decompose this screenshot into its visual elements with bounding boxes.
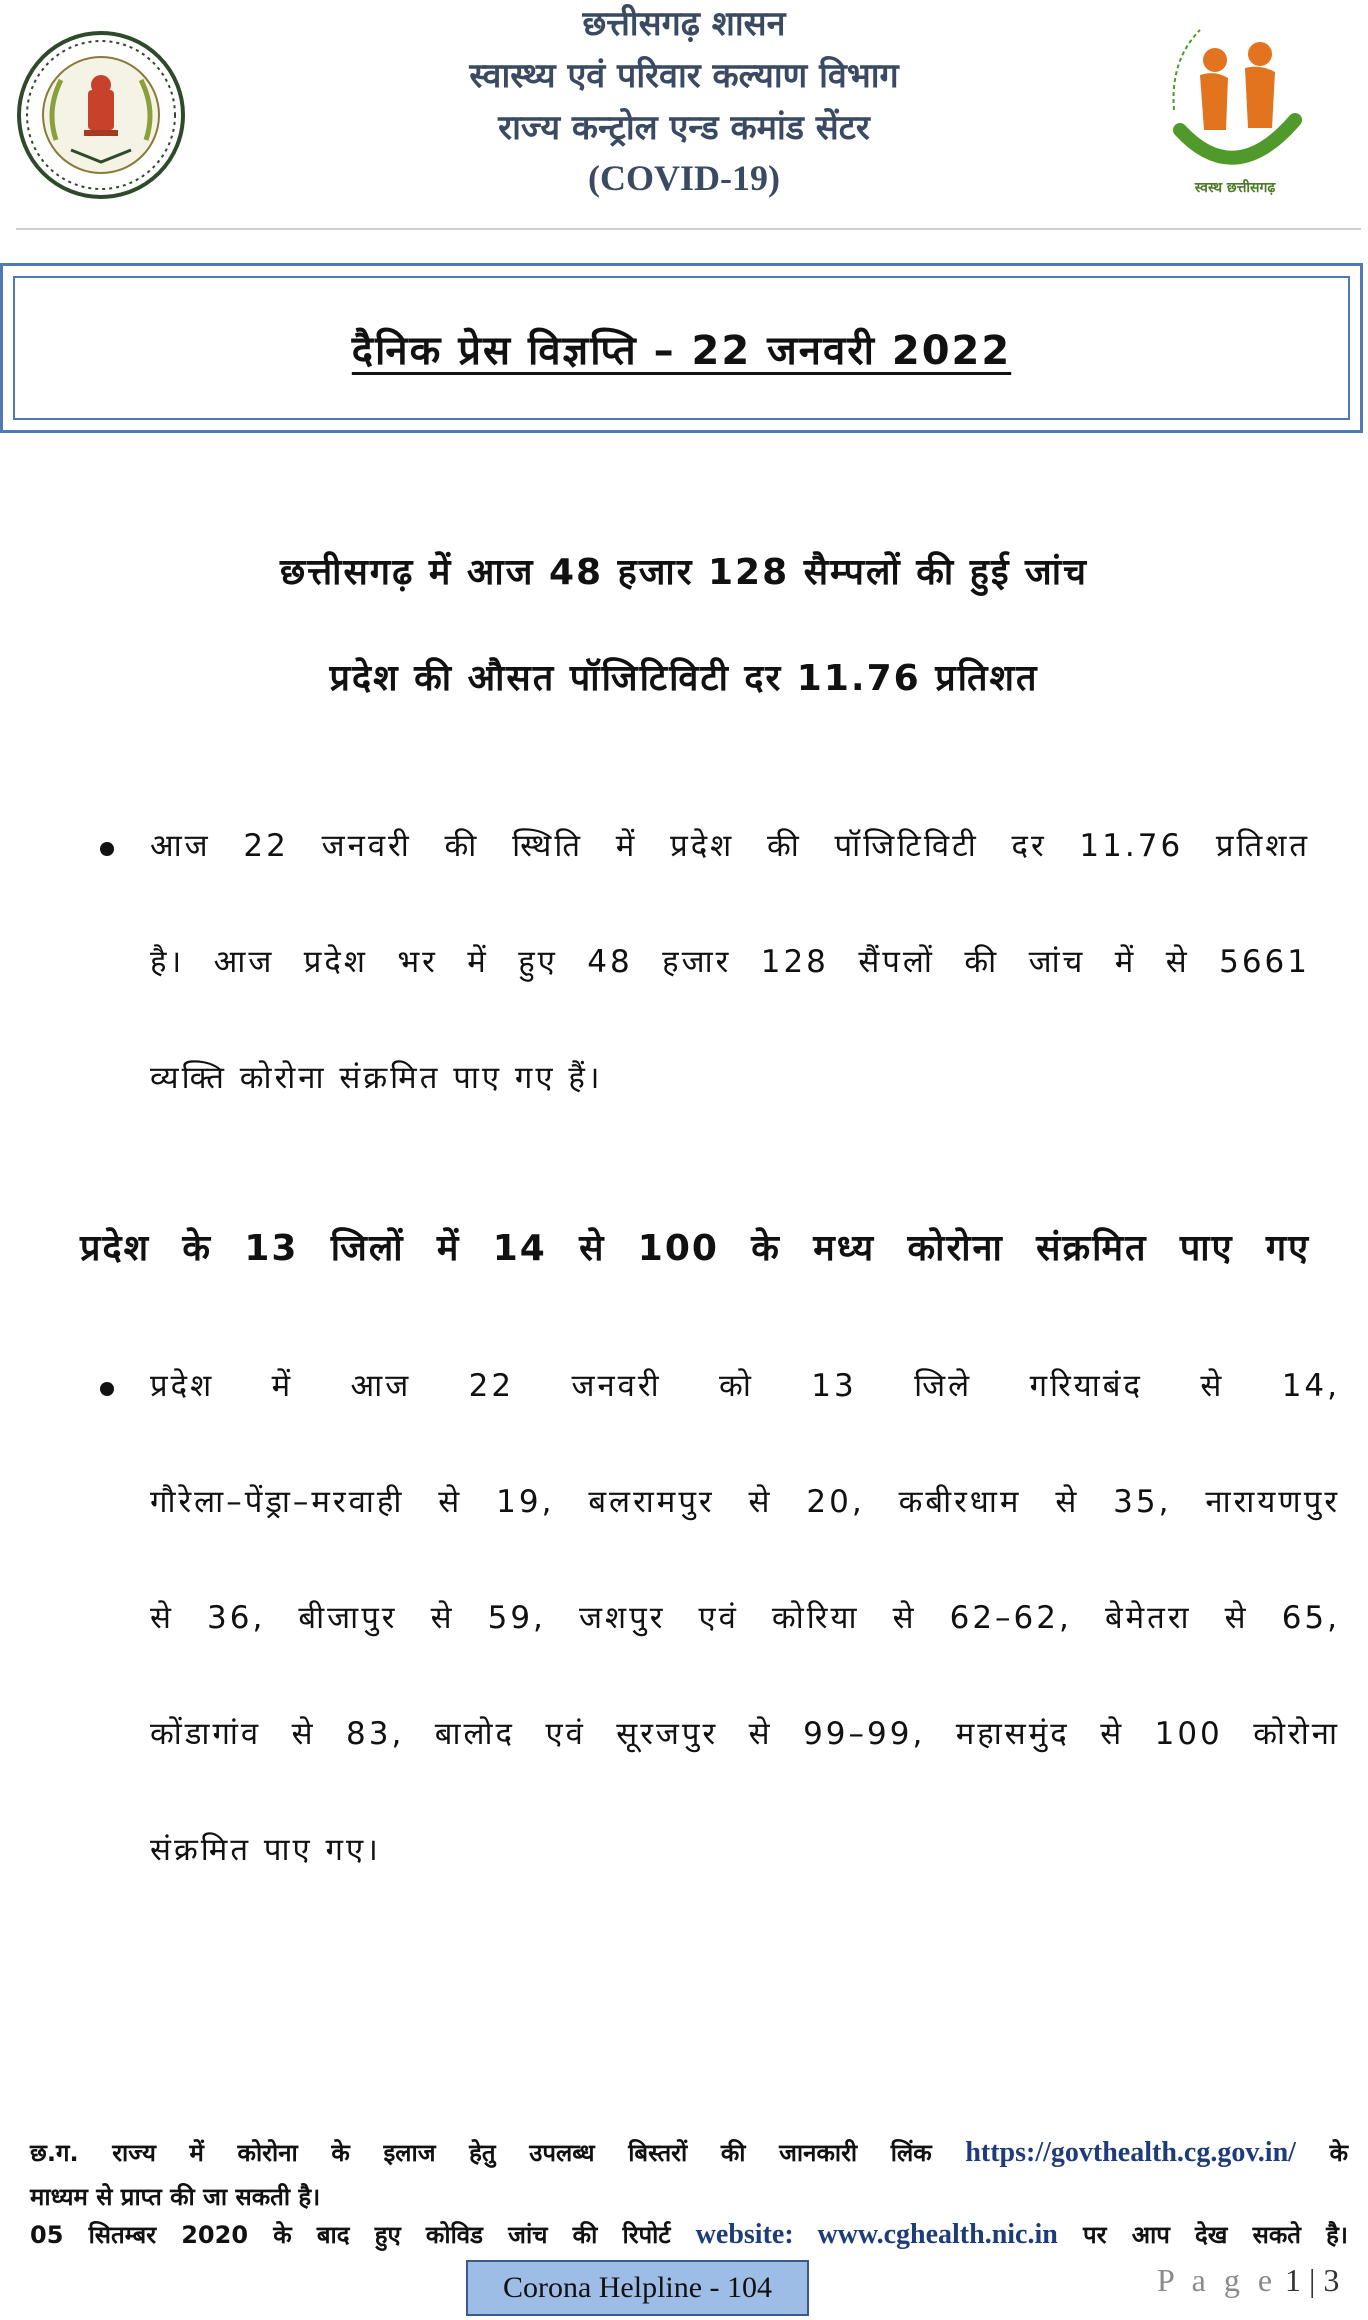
title-box <box>0 263 1363 433</box>
headline-positivity: प्रदेश की औसत पॉजिटिविटी दर 11.76 प्रतिशत <box>329 658 1039 699</box>
header-line-command-center: राज्य कन्ट्रोल एन्ड कमांड सेंटर <box>498 108 870 148</box>
footer-line-source: माध्यम से प्राप्त की जा सकती है। <box>30 2183 321 2211</box>
bullet1-line-3: व्यक्ति कोरोना संक्रमित पाए गए हैं। <box>150 1060 603 1096</box>
bullet-point-2 <box>100 1382 114 1396</box>
header-line-govt: छत्तीसगढ़ शासन <box>582 4 786 44</box>
header-line-department: स्वास्थ्य एवं परिवार कल्याण विभाग <box>469 56 899 96</box>
swasth-chhattisgarh-logo <box>1160 20 1310 200</box>
press-release-title: दैनिक प्रेस विज्ञप्ति – 22 जनवरी 2022 <box>351 327 1012 374</box>
bullet2-line-1: प्रदेश में आज 22 जनवरी को 13 जिले गरियाबंद से 14, <box>150 1368 1340 1404</box>
headline-samples: छत्तीसगढ़ में आज 48 हजार 128 सैम्पलों की हुई जांच <box>280 552 1088 593</box>
footer-beds-end: के <box>1329 2139 1348 2167</box>
bullet2-line-2: गौरेला–पेंड्रा–मरवाही से 19, बलरामपुर से 20, कबीरधाम से 35, नारायणपुर <box>150 1484 1340 1520</box>
bullet2-line-3: से 36, बीजापुर से 59, जशपुर एवं कोरिया से 62–62, बेमेतरा से 65, <box>150 1600 1340 1636</box>
footer-report-end: पर आप देख सकते है। <box>1083 2221 1348 2249</box>
govthealth-link[interactable]: https://govthealth.cg.gov.in/ <box>965 2137 1296 2168</box>
header-divider <box>16 228 1361 230</box>
cghealth-website-link[interactable]: website: www.cghealth.nic.in <box>695 2219 1058 2250</box>
bullet2-line-4: कोंडागांव से 83, बालोद एवं सूरजपुर से 99–99, महासमुंद से 100 कोरोना <box>150 1716 1340 1752</box>
bullet2-line-5: संक्रमित पाए गए। <box>150 1832 381 1868</box>
title-box-inner <box>13 276 1350 420</box>
page-label: P a g e <box>1157 2262 1278 2298</box>
page-count: 1 | 3 <box>1285 2262 1340 2298</box>
page-number <box>1157 2262 1339 2299</box>
corona-helpline-box: Corona Helpline - 104 <box>466 2260 809 2316</box>
district-subheading: प्रदेश के 13 जिलों में 14 से 100 के मध्य कोरोना संक्रमित पाए गए <box>80 1228 1310 1269</box>
bullet-point-1 <box>100 842 114 856</box>
footer-report-text: 05 सितम्बर 2020 के बाद हुए कोविड जांच की रिपोर्ट <box>30 2221 671 2249</box>
bullet1-line-2: है। आज प्रदेश भर में हुए 48 हजार 128 सैंपलों की जांच में से 5661 <box>150 944 1310 980</box>
swasth-logo-caption: स्वस्थ छत्तीसगढ़ <box>1194 180 1276 196</box>
footer-beds-text: छ.ग. राज्य में कोरोना के इलाज हेतु उपलब्ध बिस्तरों की जानकारी लिंक <box>30 2139 932 2167</box>
bullet1-line-1: आज 22 जनवरी की स्थिति में प्रदेश की पॉजिटिविटी दर 11.76 प्रतिशत <box>150 828 1310 864</box>
header-line-covid: (COVID-19) <box>588 158 780 198</box>
footer-line-beds <box>30 2136 1348 2169</box>
footer-line-report <box>30 2218 1348 2251</box>
